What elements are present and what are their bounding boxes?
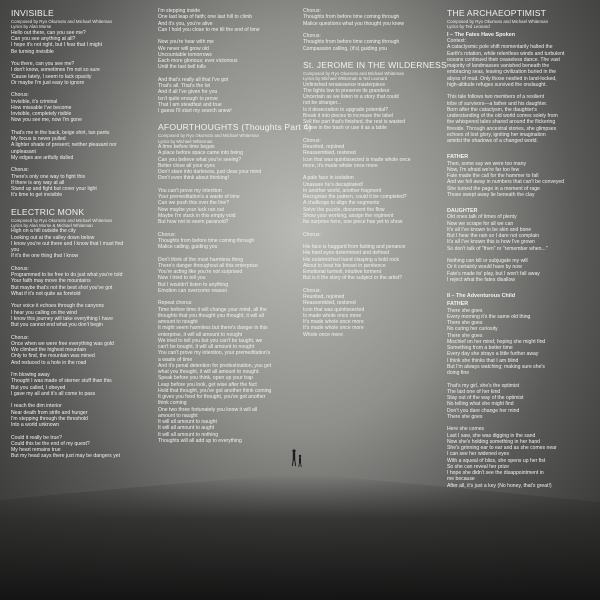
lyric-line: That's me in the back, beige shirt, tan pants	[11, 129, 110, 136]
lyric-line: I think she thinks that I am blind	[447, 357, 519, 364]
lyric-line: It's made whole once more	[303, 325, 364, 332]
lyric-line: After all, it's just a key (No honey, that's great!)	[447, 482, 552, 489]
lyric-line: Context:	[447, 38, 466, 45]
lyric-line: Can we push this over the line?	[158, 200, 230, 207]
lyric-line: Looking out at the valley down below	[11, 234, 95, 241]
lyric-line: can't be bought, it will all amount to nought	[158, 344, 255, 351]
lyric-line: I gave my all and it's all come to pass	[11, 390, 96, 397]
lyric-line: No telling what she might find	[447, 401, 514, 408]
lyric-line: With a squeal of bliss, she opens up her fist	[447, 457, 546, 464]
lyric-line: Now you're hear with me	[158, 39, 214, 46]
lyric-line: A challenge to align the segments	[303, 200, 380, 207]
lyric-line: Chorus:	[11, 167, 29, 174]
lyric-line: Then, some say we were too many	[447, 160, 526, 167]
lyric-line: what you thought, it will all amount to nought.	[158, 369, 260, 376]
lyric-line: His outstretched hand clasping a bold rock	[303, 256, 399, 263]
lyric-line: Chorus:	[303, 33, 321, 39]
lyric-line: One two three fortunately you know it will all	[158, 406, 258, 413]
lyric-line: Mischief on her mind; hoping she might find	[447, 338, 546, 345]
lyric-line: Into a world unknown	[11, 422, 60, 429]
song-credit: Lyrics by Alan Morse & Michael Whiteman	[11, 222, 93, 228]
lyric-line: That's all. That's the lot	[158, 83, 210, 89]
lyric-line: Your faith may move the mountains	[11, 278, 91, 285]
lyric-line: It will all amount to nothing	[158, 431, 219, 438]
lyric-line: Here she comes	[447, 426, 485, 433]
lyric-line: Time before time it will change your mind, all the	[158, 306, 267, 313]
lyric-line: It will all amount to aught	[158, 425, 215, 432]
lyric-line: Reassembled, restored	[303, 300, 356, 307]
song-credit: Composed by Ryo Okumoto and Michael Whiteman	[11, 217, 113, 223]
song-credit: Composed by Ryo Okumoto and Michael Whiteman	[447, 19, 549, 24]
lyric-line: You can't prove my intention, your premeditation's	[158, 350, 271, 357]
lyric-line: I know this journey will take everything I have	[11, 315, 113, 322]
song-credit: Lyrics by Ted Leonard	[447, 24, 490, 30]
lyric-line: Don't you dare change her mind	[447, 407, 520, 414]
song-title-archaeoptimist: THE ARCHAEOPTIMIST	[447, 8, 547, 18]
lyric-line: Is it desecration to upgrade potential?	[303, 106, 388, 113]
lyrics-block	[158, 8, 313, 114]
lyric-line: Unaware he's decapitated!	[303, 181, 364, 188]
lyric-line: Chorus:	[11, 334, 29, 341]
lyric-line: His face is haggard from fasting and penance	[303, 244, 406, 251]
lyric-line: Is made whole once more	[303, 312, 362, 319]
lyric-line: It's time to get invisible	[11, 192, 63, 199]
lyric-line: Could this be the end of my quest?	[11, 440, 90, 447]
lyric-line: Every morning it's the same old thing	[447, 313, 531, 320]
lyric-line: Chorus:	[303, 137, 321, 144]
lyric-line: How missable I've become	[11, 104, 72, 111]
lyric-line: Better close all your eyes	[158, 162, 215, 169]
lyric-line: Invisible, completely risible	[11, 111, 72, 118]
song-credit: Composed by Ryo Okumoto and Michael Whiteman	[303, 70, 405, 76]
lyric-line: So she can reveal her prize	[447, 463, 510, 470]
lyric-line: That's my girl, she's the optimist	[447, 382, 520, 389]
lyric-line: Repeat chorus:	[158, 300, 193, 307]
lyric-line: Last I saw, she was digging in the sand	[447, 432, 536, 439]
lyric-line: But I wouldn't listen to anything	[158, 281, 229, 288]
lyric-line: It gives you food for thought, you've got another	[158, 394, 266, 401]
lyric-line: embracing seas, leaving civilization buried in the	[447, 69, 557, 76]
lyric-line: you	[11, 247, 20, 254]
lyrics-block	[447, 214, 597, 283]
song-title-invisible: INVISIBLE	[11, 8, 54, 18]
lyric-line: Your premeditation's a waste of time	[158, 194, 240, 201]
lyric-line: Born after the cataclysm, the daughter's	[447, 106, 537, 113]
lyric-line: Whole once more	[303, 331, 343, 338]
lyric-line: 'Cause lately, I seem to lack opacity	[11, 73, 92, 80]
lyric-line: Can you believe what you're seeing?	[158, 156, 242, 163]
lyric-line: We tried to tell you but you can't be taught, we	[158, 337, 263, 344]
lyric-line: You there, can you see me?	[11, 61, 75, 68]
lyric-line: A cataclysmic pole shift momentarily halted the	[447, 44, 553, 51]
lyric-line: Malice calling, guiding you	[158, 244, 218, 251]
lyric-line: I'm stepping inside	[158, 8, 201, 14]
speaker-label: FATHER	[447, 154, 469, 161]
lyric-line: I don't know, sometimes I'm not so sure	[11, 67, 100, 74]
lyric-line: Only to find, the mountain was mined	[11, 353, 95, 360]
lyric-line: A lighter shade of present; neither pleasant nor	[11, 142, 117, 149]
lyric-line: unpleasant	[11, 148, 36, 155]
lyric-line: Now I tried to tell you	[158, 275, 206, 282]
lyric-line: Throw in the trash or use it as a table	[303, 125, 387, 132]
lyric-line: Now we scrape for all we can	[447, 220, 514, 227]
lyric-line: About to beat his breast in penitence	[303, 262, 386, 269]
lyric-line: Uncertain as we listen to a story that could	[303, 94, 399, 101]
lyric-line: Icon that was quintissected is made whole once	[303, 156, 411, 163]
lyric-line: If there is any way at all	[11, 179, 65, 186]
lyric-line: Don't even think about thinking!	[158, 175, 229, 182]
lyric-line: I'm blowing away	[11, 372, 50, 379]
lyric-line: It's all I've known this is how I've grown	[447, 239, 535, 246]
lyric-line: Don't think of the most harmless thing	[158, 256, 244, 263]
lyric-line: doing fine	[447, 370, 470, 377]
lyric-line: Or it certainly would have by now	[447, 264, 522, 271]
song-credit: Composed by Ryo Okumoto and Michael Whiteman	[158, 133, 260, 139]
lyric-line: And it's penal detention for predestination, you get	[158, 362, 272, 369]
lyric-line: What if it's not quite as foretold	[11, 290, 81, 297]
lyric-line: Chorus:	[158, 231, 176, 238]
lyric-line: amount to nought	[158, 319, 198, 326]
lyric-line: And we fell away in numbers that can't be conveyed	[447, 179, 565, 186]
lyric-line: We climbed the highest mountain	[11, 347, 87, 354]
lyric-line: Can I hold you close to me till the end of time	[158, 26, 260, 33]
lyric-line: Thoughts will all add up to everything	[158, 437, 242, 444]
lyric-line: Thoughts from before time coming through	[303, 14, 400, 21]
lyric-line: Now maybe your luck ran out	[158, 206, 224, 213]
lyric-line: think coming	[158, 400, 187, 407]
lyric-line: Break it into pieces to increase the label	[303, 112, 394, 119]
lyric-line: My focus is never pulled	[11, 136, 66, 143]
lyric-line: high-altitude refuges survived the onslaught.	[447, 81, 547, 88]
lyric-line: Isn't quite enough to prove	[158, 95, 218, 102]
lyric-line: Could it really be true?	[11, 434, 62, 441]
section-heading: I – The Fates Have Spoken	[447, 31, 516, 38]
lyric-line: It will all amount to naught	[158, 419, 217, 426]
lyric-line: But I hear the rain so I dare not complain	[447, 233, 540, 240]
lyric-line: I can see her widened eyes	[447, 451, 510, 458]
lyric-line: Chorus:	[303, 8, 321, 14]
lyric-line: Fate made the call for the hammer to fall	[447, 173, 539, 180]
lyric-line: She's grinning ear to ear and as she comes near	[447, 445, 557, 452]
lyric-line: There's danger throughout all this enterprise	[158, 262, 258, 269]
lyric-line: Can you see anything at all?	[11, 36, 76, 43]
lyric-line: A place before space came into being	[158, 150, 243, 157]
lyric-line: Each more glorious; ever victorious	[158, 58, 238, 64]
lyric-line: But is it the story of the subject or the artist?	[303, 275, 403, 282]
lyric-line: Invisible, it's criminal	[11, 98, 58, 105]
lyric-line: Reassembled, restored	[303, 150, 356, 157]
lyric-line: A time before time began	[158, 144, 215, 151]
lyric-line: Hold that thought, you've got another think coming	[158, 387, 272, 394]
lyric-line: not be stranger...	[303, 100, 342, 107]
lyric-line: I hope she didn't see the disappointment in	[447, 470, 544, 477]
lyric-line: Your voice it echoes through the canyons	[11, 303, 104, 310]
lyric-line: me because	[447, 476, 475, 483]
lyric-line: My heart remains true	[11, 447, 61, 454]
lyric-line: His hard eyes determined and defined	[303, 250, 390, 257]
lyric-line: Stand up and fight but cover your light	[11, 186, 97, 193]
lyric-line: the whispered tales shared around the flickering	[447, 119, 556, 126]
lyric-line: Something from a better time	[447, 345, 513, 352]
lyric-line: Now she's holding something in her hand	[447, 438, 541, 445]
lyric-line: No curing her curiosity	[447, 326, 498, 333]
lyric-line: Thought I was made of sterner stuff than this	[11, 378, 112, 385]
lyric-line: Compassion calling, (it's) guiding you	[303, 45, 387, 52]
lyric-line: Chorus:	[303, 287, 321, 294]
lyrics-block	[447, 161, 597, 199]
column-3	[303, 8, 448, 338]
lyric-line: Unfinished renaissance masterpiece	[303, 81, 386, 88]
column-4	[447, 8, 597, 489]
lyric-line: more, it's made whole once more	[303, 162, 378, 169]
lyric-line: There she goes	[447, 413, 483, 420]
lyric-line: Chorus:	[303, 231, 321, 238]
lyric-line: There she goes	[447, 307, 483, 314]
column-2	[158, 8, 313, 444]
lyric-line: Old ones talk of times of plenty	[447, 214, 517, 221]
lyric-line: The last one of her kind	[447, 388, 501, 395]
lyric-line: Solve the puzzle, document the flow	[303, 206, 385, 213]
lyric-line: Speak before you think, open up your trap	[158, 375, 253, 382]
lyric-line: Emotion can overcome reason	[158, 287, 228, 294]
lyric-line: Show your working, assign the regiment	[303, 212, 394, 219]
lyric-line: Icon that was quintissected	[303, 306, 365, 313]
lyric-line: Thoughts from before time coming through	[158, 237, 255, 244]
lyric-line: Once when we were free everything was gold	[11, 340, 114, 347]
lyric-line: Reunited, rejoined	[303, 294, 345, 301]
lyric-line: And reduced to a hole in the road	[11, 359, 87, 366]
lyric-line: I guess I'll start my search anew!	[158, 108, 232, 114]
lyric-line: Emotional turmoil, intuitive torment	[303, 269, 382, 276]
lyric-line: No surprise here, one piece has yet to show	[303, 219, 403, 226]
lyric-line: Chorus:	[11, 265, 29, 272]
lyric-line: majority of landmasses vanished beneath the	[447, 63, 550, 70]
lyrics-block	[447, 38, 597, 144]
speaker-label: DAUGHTER	[447, 208, 478, 215]
lyric-line: One last leap of faith; one last hill to climb	[158, 14, 253, 21]
lyric-line: fireside. Through ancestral stories, she glimpses	[447, 125, 557, 132]
section-heading: II – The Adventurous Child	[447, 293, 516, 300]
lyric-line: understanding of the old world comes solely from	[447, 113, 558, 120]
lyric-line: If it's the one thing that I know	[11, 253, 79, 260]
lyric-line: This tale follows two members of a resilient	[447, 94, 545, 101]
lyric-line: The lights low to preserve its grandeur	[303, 87, 390, 94]
speaker-label: FATHER	[447, 301, 469, 308]
lyric-line: Programmed to be free to do just what you're told	[11, 272, 123, 279]
lyric-line: enterprise, it will all amount to nought	[158, 331, 243, 338]
lyric-line: Sell the part that's finished, the rest is wasted	[303, 119, 406, 126]
song-credit: Lyrics by Michael Whiteman	[158, 138, 213, 144]
lyric-line: She turned the page in a moment of rage	[447, 185, 540, 192]
lyric-line: thoughts that you thought you thought, it will all	[158, 312, 264, 319]
lyric-line: Maybe I'm stuck in this empty void	[158, 212, 236, 219]
lyric-line: Until the last bell tolls	[158, 64, 206, 71]
lyric-line: In another world, another fragment	[303, 187, 382, 194]
song-credit: Lyrics by Alan Morse	[11, 24, 52, 30]
lyric-line: Earth's rotation, while relentless winds and turbulent	[447, 50, 565, 57]
lyric-line: Be turning invisible	[11, 48, 54, 55]
lyric-line: Recognise the pattern, could it be completed?	[303, 194, 407, 201]
lyric-line: echoes of lost glory, igniting her imagination	[447, 131, 546, 138]
lyric-line: I reject what the fates disallow	[447, 276, 515, 283]
lyric-line: Nothing can kill or subjugate my will	[447, 258, 528, 265]
lyric-line: My edges are artfully dulled	[11, 154, 74, 161]
lyric-line: I reach the dim interior	[11, 403, 62, 410]
lyric-line: Thoughts from before time coming through	[303, 39, 400, 46]
lyric-line: And that's really all that I've got	[158, 76, 229, 83]
lyric-line: And if all I've given for you	[158, 89, 218, 96]
lyric-line: I hear you calling on the wind	[11, 309, 77, 316]
lyric-line: Stay out of the way of the optimist	[447, 395, 524, 402]
lyric-line: But my head says there just may be dangers yet	[11, 453, 121, 460]
hill-silhouette	[0, 474, 600, 600]
lyric-line: Uncountable tomorrows	[158, 51, 212, 58]
lyrics-block	[303, 8, 448, 52]
landscape-illustration	[0, 430, 600, 600]
lyric-line: But maybe that's not the best shot you've got	[11, 284, 113, 291]
lyric-line: A pale face in isolation	[303, 175, 354, 182]
song-credit: Composed by Ryo Okumoto and Michael Whiteman	[11, 19, 113, 24]
lyric-line: But you called, I obeyed	[11, 384, 66, 391]
lyric-line: But I'm always watching; making sure she's	[447, 363, 545, 370]
lyric-line: Don't stare into darkness, just clear your mind	[158, 169, 262, 176]
song-title-st-jerome: St. JEROME IN THE WILDERNESS	[303, 59, 447, 70]
lyric-line: Those swept away lie beneath the clay	[447, 191, 535, 198]
lyric-line: amidst the shadows of a changed world.	[447, 138, 538, 145]
lyric-line: abyss of mud. Only those nestled in land-locked,	[447, 75, 557, 82]
lyric-line: I know you're out there and I know that I must find	[11, 240, 124, 247]
song-credit: Lyrics by Michael Whiteman & Ted Leonard	[303, 76, 388, 82]
lyrics-block	[158, 144, 313, 444]
lyric-line: High on a hill outside the city	[11, 228, 76, 235]
lyric-line: So don't talk of "then" or "remember when..."	[447, 245, 548, 252]
lyric-line: I'm stepping through the threshold	[11, 415, 88, 422]
lyrics-block	[303, 82, 448, 338]
lyric-line: But you cannot end what you don't begin	[11, 322, 103, 329]
lyric-line: Or maybe I'm just easy to ignore	[11, 79, 85, 86]
lyric-line: Chorus:	[11, 92, 29, 99]
lyric-line: Hello out there, can you see me?	[11, 29, 86, 36]
lyric-line: Near death from strife and hunger	[11, 409, 88, 416]
lyric-line: Malice questions what you thought you knew	[303, 20, 405, 27]
lyric-line: a waste of time	[158, 356, 193, 363]
lyric-line: There she goes	[447, 332, 483, 339]
lyric-line: You're acting like you're not surprised	[158, 269, 243, 276]
lyric-line: It's all I've known to be skin and bone	[447, 226, 532, 233]
figures-silhouette	[292, 449, 301, 467]
lyric-line: Fate's made its' play, but I won't fall away	[447, 270, 540, 277]
lyric-line: It's made whole once more	[303, 319, 364, 326]
lyric-line: Reunited, rejoined	[303, 144, 345, 151]
lyric-line: And it's you, you're alive	[158, 20, 213, 27]
lyric-line: That I am steadfast and true	[158, 101, 222, 108]
lyric-line: amount to naught	[158, 412, 198, 419]
lyric-line: Now you see me, now I'm gone	[11, 117, 82, 124]
lyric-line: oceans continued their ceaseless dance. The vast	[447, 56, 560, 63]
lyric-line: There's only one way to fight this	[11, 173, 86, 180]
lyric-line: You can't prove my intention	[158, 187, 222, 194]
lyric-line: Leap before you look, get wise after the fact	[158, 381, 257, 388]
song-title-electric-monk: ELECTRIC MONK	[11, 206, 85, 217]
lyric-line: There she goes	[447, 320, 483, 327]
lyric-line: We never will grow old	[158, 45, 209, 52]
lyric-line: Now, I'm afraid we're far too few	[447, 166, 520, 173]
lyric-line: I hope it's not right, but I fear that I might	[11, 42, 103, 49]
song-title-afourthoughts: AFOURTHOUGHTS (Thoughts Part 4)	[158, 122, 312, 133]
lyric-line: It might seem harmless but there's danger in this	[158, 325, 268, 332]
lyric-line: But how not to seem paranoid?	[158, 219, 229, 226]
lyric-line: Every day she strays a little further away	[447, 351, 539, 358]
lyric-line: tribe of survivors—a father and his daughter.	[447, 100, 548, 107]
